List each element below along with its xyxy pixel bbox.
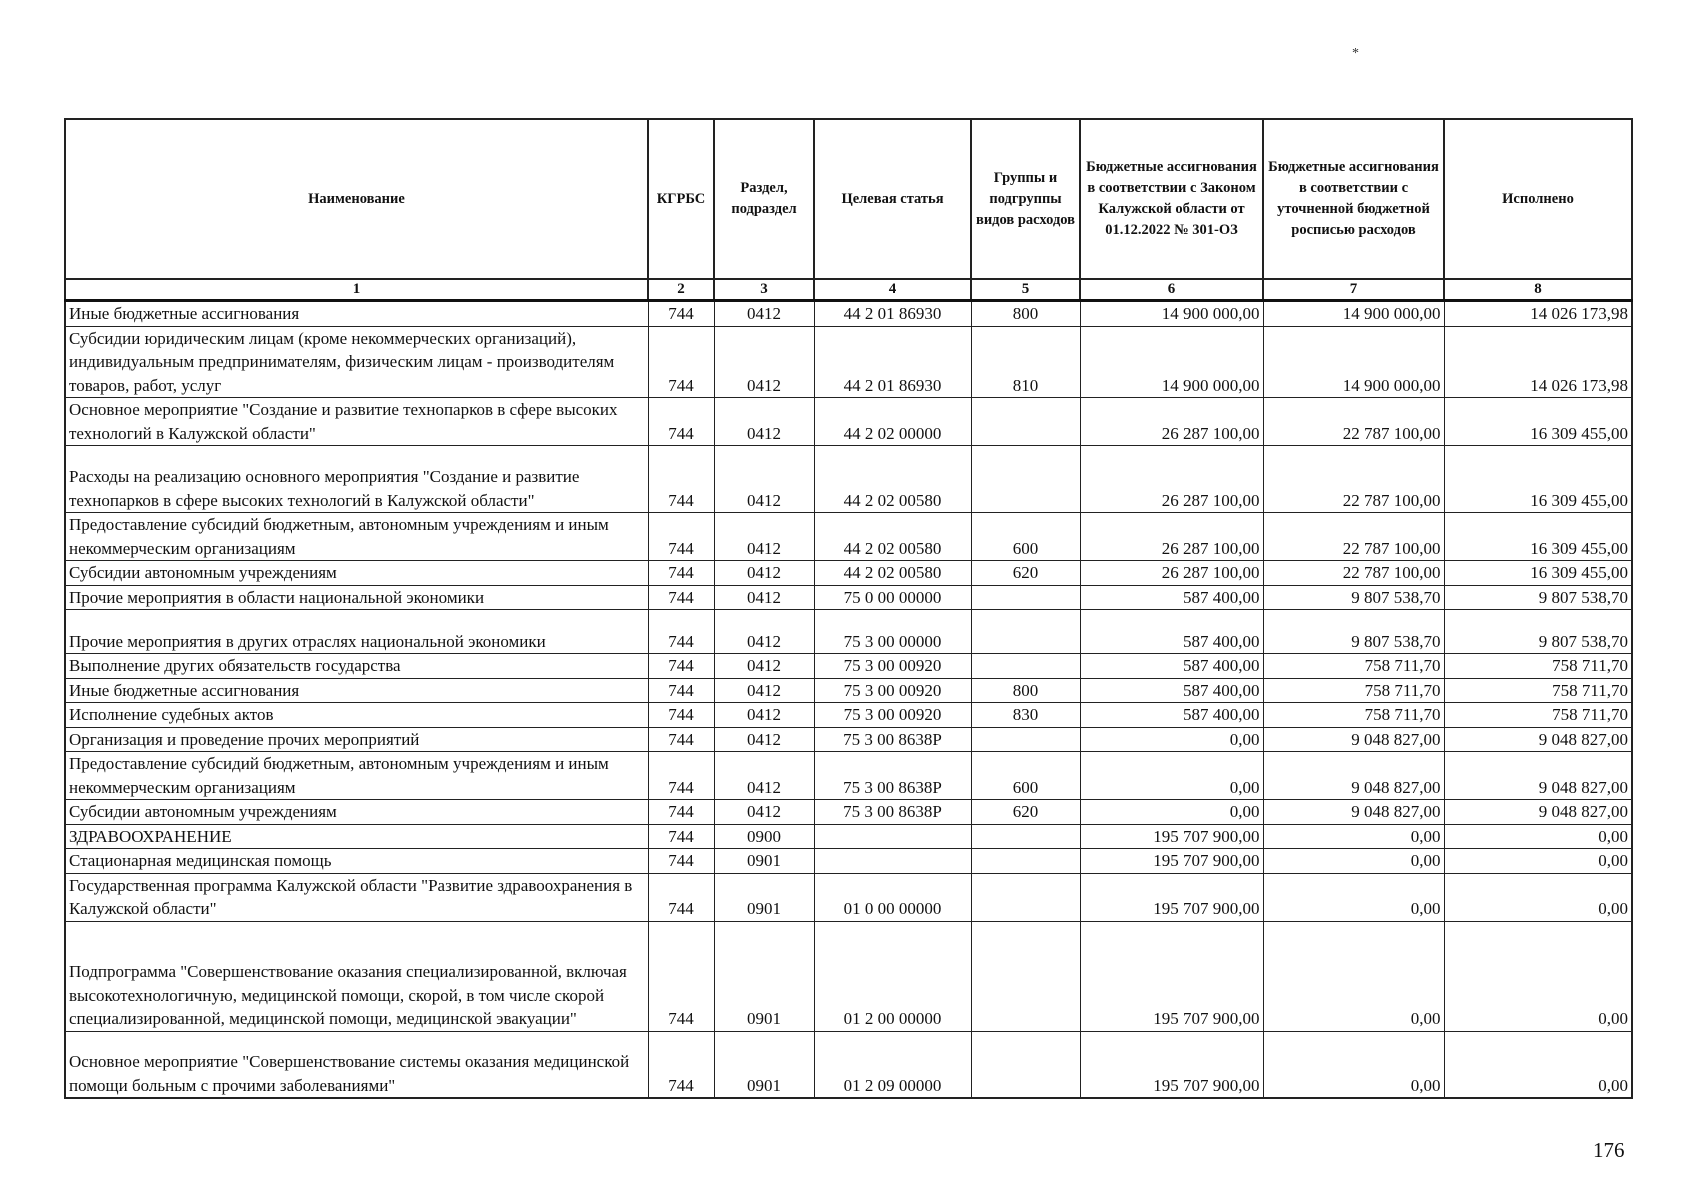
table-row bbox=[65, 873, 1632, 921]
row-refined-amount-cell: 0,00 bbox=[1263, 873, 1444, 921]
row-target-cell: 44 2 01 86930 bbox=[814, 301, 971, 327]
row-executed-amount-cell: 758 711,70 bbox=[1444, 703, 1632, 728]
column-number: 7 bbox=[1263, 279, 1444, 301]
row-kgrbs-cell: 744 bbox=[648, 398, 714, 446]
row-refined-amount-cell: 22 787 100,00 bbox=[1263, 513, 1444, 561]
row-executed-amount-cell: 9 048 827,00 bbox=[1444, 727, 1632, 752]
row-group-cell bbox=[971, 446, 1080, 513]
budget-table bbox=[64, 118, 1633, 1099]
row-name-cell: Субсидии автономным учреждениям bbox=[65, 800, 648, 825]
row-executed-amount-cell: 16 309 455,00 bbox=[1444, 513, 1632, 561]
row-kgrbs-cell: 744 bbox=[648, 654, 714, 679]
row-target-cell: 01 2 00 00000 bbox=[814, 921, 971, 1031]
row-name-cell: Субсидии юридическим лицам (кроме некоммерческих организаций), индивидуальным предпринимателям, физическим лицам - производителям товаров, работ, услуг bbox=[65, 326, 648, 398]
row-law-amount-cell: 195 707 900,00 bbox=[1080, 921, 1263, 1031]
row-refined-amount-cell: 9 048 827,00 bbox=[1263, 800, 1444, 825]
row-law-amount-cell: 26 287 100,00 bbox=[1080, 561, 1263, 586]
row-kgrbs-cell: 744 bbox=[648, 326, 714, 398]
row-section-cell: 0412 bbox=[714, 800, 814, 825]
row-executed-amount-cell: 14 026 173,98 bbox=[1444, 301, 1632, 327]
row-target-cell: 75 3 00 8638Р bbox=[814, 727, 971, 752]
row-target-cell bbox=[814, 824, 971, 849]
row-group-cell bbox=[971, 654, 1080, 679]
row-kgrbs-cell: 744 bbox=[648, 849, 714, 874]
row-refined-amount-cell: 0,00 bbox=[1263, 824, 1444, 849]
row-group-cell: 600 bbox=[971, 752, 1080, 800]
row-executed-amount-cell: 0,00 bbox=[1444, 873, 1632, 921]
row-group-cell bbox=[971, 824, 1080, 849]
row-refined-amount-cell: 22 787 100,00 bbox=[1263, 398, 1444, 446]
row-law-amount-cell: 14 900 000,00 bbox=[1080, 326, 1263, 398]
row-refined-amount-cell: 0,00 bbox=[1263, 921, 1444, 1031]
row-law-amount-cell: 195 707 900,00 bbox=[1080, 849, 1263, 874]
row-law-amount-cell: 0,00 bbox=[1080, 800, 1263, 825]
row-target-cell: 01 2 09 00000 bbox=[814, 1031, 971, 1098]
row-section-cell: 0901 bbox=[714, 921, 814, 1031]
table-row bbox=[65, 921, 1632, 1031]
row-group-cell: 620 bbox=[971, 561, 1080, 586]
row-law-amount-cell: 0,00 bbox=[1080, 727, 1263, 752]
column-number: 5 bbox=[971, 279, 1080, 301]
row-group-cell: 800 bbox=[971, 301, 1080, 327]
row-name-cell: Предоставление субсидий бюджетным, автономным учреждениям и иным некоммерческим организациям bbox=[65, 752, 648, 800]
row-group-cell bbox=[971, 1031, 1080, 1098]
row-target-cell: 44 2 02 00580 bbox=[814, 513, 971, 561]
table-row bbox=[65, 727, 1632, 752]
row-law-amount-cell: 26 287 100,00 bbox=[1080, 446, 1263, 513]
row-group-cell bbox=[971, 921, 1080, 1031]
row-executed-amount-cell: 14 026 173,98 bbox=[1444, 326, 1632, 398]
table-row bbox=[65, 849, 1632, 874]
row-group-cell: 620 bbox=[971, 800, 1080, 825]
row-target-cell: 01 0 00 00000 bbox=[814, 873, 971, 921]
row-section-cell: 0412 bbox=[714, 703, 814, 728]
table-row bbox=[65, 585, 1632, 610]
row-section-cell: 0412 bbox=[714, 561, 814, 586]
row-law-amount-cell: 587 400,00 bbox=[1080, 678, 1263, 703]
row-section-cell: 0412 bbox=[714, 585, 814, 610]
table-body bbox=[65, 301, 1632, 1099]
header-executed: Исполнено bbox=[1444, 119, 1632, 279]
row-section-cell: 0412 bbox=[714, 610, 814, 654]
row-law-amount-cell: 587 400,00 bbox=[1080, 585, 1263, 610]
row-refined-amount-cell: 9 807 538,70 bbox=[1263, 610, 1444, 654]
row-target-cell: 75 3 00 8638Р bbox=[814, 800, 971, 825]
row-executed-amount-cell: 9 807 538,70 bbox=[1444, 610, 1632, 654]
row-refined-amount-cell: 14 900 000,00 bbox=[1263, 326, 1444, 398]
table-row bbox=[65, 513, 1632, 561]
row-law-amount-cell: 0,00 bbox=[1080, 752, 1263, 800]
row-kgrbs-cell: 744 bbox=[648, 824, 714, 849]
row-name-cell: Основное мероприятие "Создание и развитие технопарков в сфере высоких технологий в Калужской области" bbox=[65, 398, 648, 446]
row-section-cell: 0900 bbox=[714, 824, 814, 849]
row-law-amount-cell: 587 400,00 bbox=[1080, 654, 1263, 679]
row-name-cell: Выполнение других обязательств государства bbox=[65, 654, 648, 679]
row-group-cell: 810 bbox=[971, 326, 1080, 398]
column-number: 8 bbox=[1444, 279, 1632, 301]
row-executed-amount-cell: 758 711,70 bbox=[1444, 678, 1632, 703]
table-row bbox=[65, 824, 1632, 849]
row-group-cell: 600 bbox=[971, 513, 1080, 561]
row-kgrbs-cell: 744 bbox=[648, 1031, 714, 1098]
row-kgrbs-cell: 744 bbox=[648, 561, 714, 586]
table-row bbox=[65, 561, 1632, 586]
row-law-amount-cell: 587 400,00 bbox=[1080, 610, 1263, 654]
row-group-cell bbox=[971, 585, 1080, 610]
row-executed-amount-cell: 9 807 538,70 bbox=[1444, 585, 1632, 610]
row-section-cell: 0412 bbox=[714, 398, 814, 446]
row-section-cell: 0412 bbox=[714, 326, 814, 398]
row-target-cell: 75 3 00 00920 bbox=[814, 654, 971, 679]
header-target: Целевая статья bbox=[814, 119, 971, 279]
row-section-cell: 0412 bbox=[714, 513, 814, 561]
row-kgrbs-cell: 744 bbox=[648, 703, 714, 728]
row-group-cell: 800 bbox=[971, 678, 1080, 703]
row-law-amount-cell: 26 287 100,00 bbox=[1080, 398, 1263, 446]
row-kgrbs-cell: 744 bbox=[648, 727, 714, 752]
row-name-cell: Подпрограмма "Совершенствование оказания специализированной, включая высокотехнологичную, медицинской помощи, скорой, в том числе скорой специализированной, медицинской помощи, медицинской эвакуации" bbox=[65, 921, 648, 1031]
row-law-amount-cell: 14 900 000,00 bbox=[1080, 301, 1263, 327]
table-row bbox=[65, 654, 1632, 679]
row-section-cell: 0412 bbox=[714, 446, 814, 513]
row-section-cell: 0412 bbox=[714, 654, 814, 679]
table-row bbox=[65, 398, 1632, 446]
header-name: Наименование bbox=[65, 119, 648, 279]
row-kgrbs-cell: 744 bbox=[648, 513, 714, 561]
row-executed-amount-cell: 16 309 455,00 bbox=[1444, 561, 1632, 586]
row-refined-amount-cell: 758 711,70 bbox=[1263, 654, 1444, 679]
row-executed-amount-cell: 0,00 bbox=[1444, 1031, 1632, 1098]
row-section-cell: 0412 bbox=[714, 678, 814, 703]
row-law-amount-cell: 195 707 900,00 bbox=[1080, 824, 1263, 849]
row-executed-amount-cell: 9 048 827,00 bbox=[1444, 800, 1632, 825]
row-executed-amount-cell: 0,00 bbox=[1444, 849, 1632, 874]
header-group: Группы и подгруппы видов расходов bbox=[971, 119, 1080, 279]
row-executed-amount-cell: 0,00 bbox=[1444, 921, 1632, 1031]
header-law: Бюджетные ассигнования в соответствии с Законом Калужской области от 01.12.2022 № 301-ОЗ bbox=[1080, 119, 1263, 279]
column-number: 1 bbox=[65, 279, 648, 301]
row-law-amount-cell: 195 707 900,00 bbox=[1080, 1031, 1263, 1098]
row-kgrbs-cell: 744 bbox=[648, 446, 714, 513]
header-row bbox=[65, 119, 1632, 279]
table-row bbox=[65, 752, 1632, 800]
column-number: 4 bbox=[814, 279, 971, 301]
row-name-cell: Субсидии автономным учреждениям bbox=[65, 561, 648, 586]
row-kgrbs-cell: 744 bbox=[648, 610, 714, 654]
row-target-cell: 44 2 02 00580 bbox=[814, 561, 971, 586]
row-refined-amount-cell: 9 048 827,00 bbox=[1263, 752, 1444, 800]
row-section-cell: 0901 bbox=[714, 849, 814, 874]
row-executed-amount-cell: 16 309 455,00 bbox=[1444, 446, 1632, 513]
row-group-cell bbox=[971, 727, 1080, 752]
column-number-row bbox=[65, 279, 1632, 301]
row-law-amount-cell: 587 400,00 bbox=[1080, 703, 1263, 728]
row-kgrbs-cell: 744 bbox=[648, 752, 714, 800]
row-refined-amount-cell: 0,00 bbox=[1263, 1031, 1444, 1098]
row-kgrbs-cell: 744 bbox=[648, 585, 714, 610]
row-target-cell: 75 3 00 00920 bbox=[814, 678, 971, 703]
row-name-cell: Расходы на реализацию основного мероприятия "Создание и развитие технопарков в сфере высоких технологий в Калужской области" bbox=[65, 446, 648, 513]
row-refined-amount-cell: 758 711,70 bbox=[1263, 678, 1444, 703]
table-row bbox=[65, 446, 1632, 513]
row-section-cell: 0412 bbox=[714, 301, 814, 327]
row-group-cell bbox=[971, 849, 1080, 874]
row-refined-amount-cell: 14 900 000,00 bbox=[1263, 301, 1444, 327]
table-row bbox=[65, 326, 1632, 398]
row-refined-amount-cell: 22 787 100,00 bbox=[1263, 446, 1444, 513]
column-number: 6 bbox=[1080, 279, 1263, 301]
row-target-cell: 75 3 00 00000 bbox=[814, 610, 971, 654]
row-target-cell: 75 3 00 00920 bbox=[814, 703, 971, 728]
header-section: Раздел, подраздел bbox=[714, 119, 814, 279]
row-name-cell: Исполнение судебных актов bbox=[65, 703, 648, 728]
row-target-cell: 44 2 02 00000 bbox=[814, 398, 971, 446]
row-name-cell: Иные бюджетные ассигнования bbox=[65, 678, 648, 703]
row-group-cell: 830 bbox=[971, 703, 1080, 728]
row-refined-amount-cell: 9 807 538,70 bbox=[1263, 585, 1444, 610]
row-name-cell: Иные бюджетные ассигнования bbox=[65, 301, 648, 327]
row-refined-amount-cell: 22 787 100,00 bbox=[1263, 561, 1444, 586]
row-name-cell: Предоставление субсидий бюджетным, автономным учреждениям и иным некоммерческим организациям bbox=[65, 513, 648, 561]
row-group-cell bbox=[971, 398, 1080, 446]
table-row bbox=[65, 703, 1632, 728]
row-refined-amount-cell: 758 711,70 bbox=[1263, 703, 1444, 728]
row-executed-amount-cell: 16 309 455,00 bbox=[1444, 398, 1632, 446]
row-section-cell: 0901 bbox=[714, 873, 814, 921]
row-target-cell: 44 2 02 00580 bbox=[814, 446, 971, 513]
row-kgrbs-cell: 744 bbox=[648, 678, 714, 703]
row-law-amount-cell: 195 707 900,00 bbox=[1080, 873, 1263, 921]
row-executed-amount-cell: 758 711,70 bbox=[1444, 654, 1632, 679]
row-name-cell: Стационарная медицинская помощь bbox=[65, 849, 648, 874]
row-target-cell bbox=[814, 849, 971, 874]
row-executed-amount-cell: 9 048 827,00 bbox=[1444, 752, 1632, 800]
table-row bbox=[65, 800, 1632, 825]
row-refined-amount-cell: 0,00 bbox=[1263, 849, 1444, 874]
row-target-cell: 44 2 01 86930 bbox=[814, 326, 971, 398]
row-section-cell: 0412 bbox=[714, 752, 814, 800]
row-name-cell: ЗДРАВООХРАНЕНИЕ bbox=[65, 824, 648, 849]
row-kgrbs-cell: 744 bbox=[648, 921, 714, 1031]
row-kgrbs-cell: 744 bbox=[648, 800, 714, 825]
row-section-cell: 0901 bbox=[714, 1031, 814, 1098]
row-kgrbs-cell: 744 bbox=[648, 301, 714, 327]
table-row bbox=[65, 610, 1632, 654]
row-section-cell: 0412 bbox=[714, 727, 814, 752]
row-name-cell: Государственная программа Калужской области "Развитие здравоохранения в Калужской области" bbox=[65, 873, 648, 921]
row-target-cell: 75 3 00 8638Р bbox=[814, 752, 971, 800]
row-refined-amount-cell: 9 048 827,00 bbox=[1263, 727, 1444, 752]
table-row bbox=[65, 1031, 1632, 1098]
header-refined: Бюджетные ассигнования в соответствии с уточненной бюджетной росписью расходов bbox=[1263, 119, 1444, 279]
row-name-cell: Прочие мероприятия в области национальной экономики bbox=[65, 585, 648, 610]
row-kgrbs-cell: 744 bbox=[648, 873, 714, 921]
table-row bbox=[65, 678, 1632, 703]
scan-mark: * bbox=[1352, 46, 1359, 61]
page-number: 176 bbox=[1593, 1138, 1625, 1162]
column-number: 3 bbox=[714, 279, 814, 301]
row-name-cell: Основное мероприятие "Совершенствование системы оказания медицинской помощи больным с прочими заболеваниями" bbox=[65, 1031, 648, 1098]
column-number: 2 bbox=[648, 279, 714, 301]
row-target-cell: 75 0 00 00000 bbox=[814, 585, 971, 610]
row-name-cell: Прочие мероприятия в других отраслях национальной экономики bbox=[65, 610, 648, 654]
row-law-amount-cell: 26 287 100,00 bbox=[1080, 513, 1263, 561]
row-executed-amount-cell: 0,00 bbox=[1444, 824, 1632, 849]
row-group-cell bbox=[971, 610, 1080, 654]
row-name-cell: Организация и проведение прочих мероприятий bbox=[65, 727, 648, 752]
table-row bbox=[65, 301, 1632, 327]
header-kgrbs: КГРБС bbox=[648, 119, 714, 279]
row-group-cell bbox=[971, 873, 1080, 921]
